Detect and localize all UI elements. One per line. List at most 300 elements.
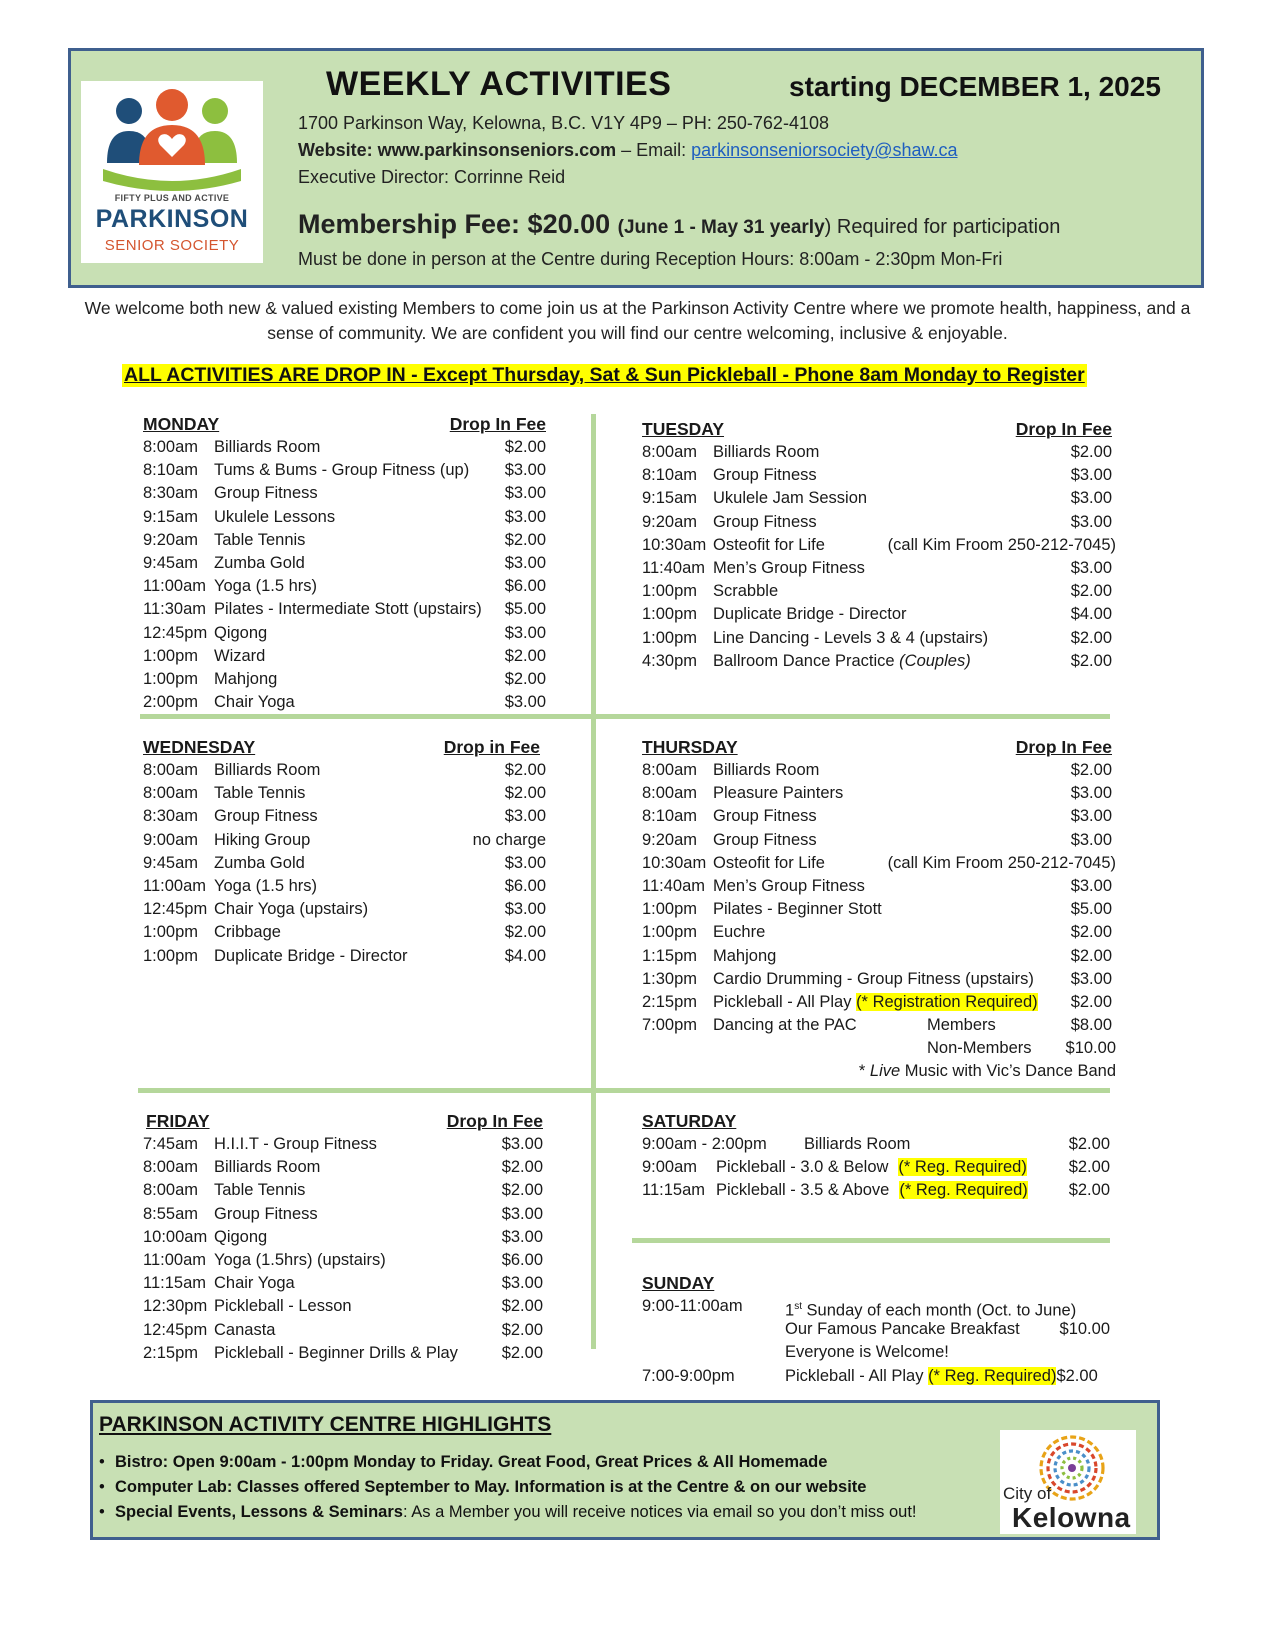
time: 10:30am [642,853,707,872]
day-name: TUESDAY [642,419,725,439]
activity-name: Dancing at the PAC [713,1016,857,1035]
membership-fee: Membership Fee: $20.00 [298,209,618,239]
schedule-row [143,945,546,968]
activity [214,575,317,598]
fee: $6.00 [504,876,546,895]
activity [214,1133,377,1156]
saturday-schedule [642,1110,1114,1203]
activity-name: Chair Yoga (upstairs) [214,900,369,919]
schedule-row [642,603,1116,626]
fee: (call Kim Froom 250-212-7045) [887,853,1116,872]
fee: $3.00 [504,507,546,526]
schedule-row [642,945,1116,968]
fee: $2.00 [504,669,546,688]
activity-name: Zumba Gold [214,553,305,572]
fee: $2.00 [1068,1158,1110,1177]
time: 4:30pm [642,651,698,670]
day-name: SUNDAY [642,1273,715,1293]
activity-name: H.I.I.T - Group Fitness [214,1135,377,1153]
time: 11:40am [642,876,705,895]
activity-name: Pilates - Intermediate Stott (upstairs) [214,600,482,619]
fee: $2.00 [1068,1135,1110,1153]
intro-text: We welcome both new & valued existing Members to come join us at the Parkinson Activity Centre where we promote health, happiness, and a sense of community. We are confident you will find our centre welcoming, inclusive & enjoyable. [84,298,1191,343]
drop-in-banner: ALL ACTIVITIES ARE DROP IN - Except Thursday, Sat & Sun Pickleball - Phone 8am Monday to Register [124,364,1085,386]
time: 7:00-9:00pm [642,1366,735,1385]
activity: Our Famous Pancake Breakfast [785,1320,1020,1339]
fee: no charge [472,830,546,849]
fee: $2.00 [1068,1181,1110,1200]
activity [785,1365,1098,1388]
fee: $2.00 [1070,946,1112,965]
time: 9:15am [143,507,199,526]
schedule-row [642,487,1116,510]
time: 11:15am [642,1181,705,1200]
grid-line-h-right-2 [593,1088,1110,1093]
activity [713,650,971,673]
activity [716,1156,1027,1179]
schedule-row [642,1156,1114,1179]
time: 8:00am [143,438,199,456]
fee: $2.00 [1056,1366,1098,1385]
time: 9:20am [642,830,698,849]
schedule-row [143,1295,543,1318]
activity-name: Osteofit for Life [713,535,825,554]
thursday-footnote [642,1060,1116,1083]
parkinson-logo [81,81,263,263]
schedule-row [642,441,1116,464]
activity-name: Cribbage [214,923,281,942]
activity-name: Pilates - Beginner Stott [713,900,882,919]
fee: $3.00 [1070,876,1112,895]
ordinal-number: 1 [785,1301,795,1320]
city-of-kelowna-logo [1000,1430,1136,1534]
fee: $5.00 [504,600,546,619]
fee: $3.00 [1070,512,1112,531]
highlight-item [99,1503,917,1522]
activity-name: Ukulele Lessons [214,507,336,526]
monday-header [143,413,546,436]
fee: $3.00 [1070,807,1112,826]
membership-period: (June 1 - May 31 yearly [617,217,825,238]
time: 1:00pm [143,923,199,942]
activity-name: Pickleball - 3.5 & Above [716,1181,890,1200]
activity [713,991,1038,1014]
schedule-row [143,529,546,552]
time: 12:45pm [143,623,208,642]
fee: $3.00 [504,900,546,919]
time: 2:15pm [143,1343,199,1362]
schedule-row [642,805,1116,828]
fee: $2.00 [1070,582,1112,601]
website-line [298,140,958,161]
activity-name: Line Dancing - Levels 3 & 4 (upstairs) [713,628,989,647]
activity-name: Billiards Room [214,438,321,456]
activity [214,1295,352,1318]
time: 12:45pm [143,1320,208,1339]
fee: $4.00 [1070,605,1112,624]
activity-name: Pickleball - Beginner Drills & Play [214,1343,458,1362]
fee: $3.00 [504,461,546,480]
activity [713,464,817,487]
time: 8:10am [642,466,698,485]
activity-name: Pickleball - Lesson [214,1297,352,1316]
tuesday-rows [642,441,1116,673]
activity [214,1249,386,1272]
time: 1:00pm [642,628,698,647]
activity-name: Yoga (1.5hrs) (upstairs) [214,1250,386,1269]
time: 8:00am [143,761,199,779]
fee: $3.00 [1070,784,1112,803]
fee: $2.00 [1070,628,1112,647]
tuesday-schedule [642,418,1116,673]
activity [214,1272,295,1295]
saturday-rows [642,1133,1114,1203]
time: 9:45am [143,853,199,872]
time: 1:15pm [642,946,698,965]
day-name: WEDNESDAY [143,737,256,757]
activity [214,1156,320,1179]
page-title: WEEKLY ACTIVITIES [326,65,672,103]
activity-name: Table Tennis [214,1181,306,1200]
activity [214,1226,267,1249]
schedule-row [143,1272,543,1295]
schedule-row [642,759,1116,782]
activity-name: Table Tennis [214,784,306,803]
start-date: starting DECEMBER 1, 2025 [789,71,1161,102]
schedule-row [143,1342,543,1365]
fee: $2.00 [504,530,546,549]
highlight-item [99,1478,866,1497]
schedule-row [642,898,1116,921]
time: 8:55am [143,1204,199,1223]
fee: $3.00 [504,807,546,826]
schedule-row [642,991,1116,1014]
time: 1:00pm [642,900,698,919]
activity [713,557,865,580]
activity [713,759,819,782]
logo-subtitle: SENIOR SOCIETY [104,237,240,254]
fee: $2.00 [1070,992,1112,1011]
activity [214,921,281,944]
bullet-icon: • [99,1503,105,1521]
schedule-row [143,598,546,621]
time: 8:10am [143,461,199,480]
schedule-row [143,1319,543,1342]
day-name: SATURDAY [642,1111,737,1131]
membership-required: Required for participation [831,216,1061,238]
fee: $2.00 [504,438,546,456]
fee: $3.00 [1070,466,1112,485]
ordinal-suffix: st [794,1301,802,1312]
wednesday-rows [143,759,546,968]
fee: $2.00 [501,1320,543,1339]
schedule-row [143,805,546,828]
schedule-row [642,534,1116,557]
membership-period-close: ) [824,216,832,238]
fee: $10.00 [1059,1320,1110,1339]
activity [214,436,320,459]
schedule-row [642,580,1116,603]
sunday-row-4 [642,1365,1114,1388]
activity-name: Canasta [214,1320,276,1339]
fee: $3.00 [501,1135,543,1153]
activity-name: Wizard [214,646,266,665]
time: 9:00am [143,830,199,849]
activity-name: Pleasure Painters [713,784,844,803]
time: 8:00am [642,761,698,779]
time: 11:40am [642,558,705,577]
fee: $2.00 [501,1297,543,1316]
fee: $3.00 [504,853,546,872]
time: 9:15am [642,489,698,508]
activity-name: Qigong [214,623,268,642]
schedule-row [143,898,546,921]
activity-name: Group Fitness [214,484,318,503]
activity-rest: Sunday of each month (Oct. to June) [801,1301,1077,1320]
activity-name: Osteofit for Life [713,853,825,872]
activity [214,529,305,552]
activity [214,782,305,805]
activity-name: Group Fitness [713,807,817,826]
activity-name: Qigong [214,1227,268,1246]
fee: $3.00 [501,1274,543,1293]
tuesday-header [642,418,1116,441]
activity [214,645,265,668]
activity [214,875,317,898]
activity-note: (Couples) [899,651,971,670]
logo-people-icon [103,89,241,193]
thursday-schedule [642,736,1116,1084]
activity [713,487,867,510]
activity-name: Zumba Gold [214,853,305,872]
activity [713,603,907,626]
activity [214,759,320,782]
schedule-row [642,511,1116,534]
sunday-row-3 [642,1341,1114,1364]
activity [214,691,295,714]
activity: Everyone is Welcome! [785,1343,949,1362]
time: 1:00pm [143,946,199,965]
activity-name: Billiards Room [713,761,820,779]
activity [713,511,817,534]
schedule-row [642,968,1116,991]
day-name: FRIDAY [146,1111,210,1131]
footnote-prefix: * [858,1062,870,1081]
activity-name: Billiards Room [214,1158,321,1177]
time: 1:00pm [143,646,199,665]
schedule-row [143,506,546,529]
schedule-row [143,459,546,482]
time: 12:45pm [143,900,208,919]
fee: $6.00 [501,1250,543,1269]
activity [214,1342,458,1365]
email-link[interactable]: parkinsonseniorsociety@shaw.ca [691,140,958,160]
activity [214,805,318,828]
activity [214,668,277,691]
activity-name: Group Fitness [713,830,817,849]
activity [713,898,882,921]
time: 11:00am [143,577,206,596]
time: 8:00am [642,443,698,461]
fee: $2.00 [504,923,546,942]
sunday-schedule [642,1272,1114,1388]
activity-name: Group Fitness [713,512,817,531]
day-name: THURSDAY [642,737,738,757]
schedule-row [143,852,546,875]
time: 12:30pm [143,1297,208,1316]
time: 8:30am [143,807,199,826]
fee: $10.00 [1065,1039,1116,1058]
activity-name: Hiking Group [214,830,311,849]
activity-name: Ballroom Dance Practice [713,651,900,670]
activity [713,805,817,828]
time: 7:45am [143,1135,199,1153]
activity [214,598,482,621]
schedule-row [642,627,1116,650]
thursday-header [642,736,1116,759]
schedule-row [143,1226,543,1249]
schedule-row [143,1156,543,1179]
activity-name: Men’s Group Fitness [713,876,865,895]
fee-header: Drop In Fee [1015,737,1112,757]
time: 2:15pm [642,992,698,1011]
time: 8:00am [143,1158,199,1177]
fee: $2.00 [504,784,546,803]
activity-name: Chair Yoga [214,693,295,712]
fee: $3.00 [504,693,546,712]
activity [214,945,408,968]
website-label: Website: www.parkinsonseniors.com [298,140,617,160]
logo-tagline: FIFTY PLUS AND ACTIVE [114,193,230,203]
schedule-row [143,1203,543,1226]
activity-name: Billiards Room [214,761,321,779]
footnote-rest: Music with Vic’s Dance Band [900,1062,1116,1081]
fee: $6.00 [504,577,546,596]
schedule-row [642,829,1116,852]
schedule-row [143,668,546,691]
fee: $2.00 [504,761,546,779]
grid-line-vertical [591,414,596,1349]
activity [713,968,1034,991]
grid-line-h-left-2 [138,1088,593,1093]
activity [713,441,819,464]
saturday-header [642,1110,1114,1133]
time: 9:20am [143,530,199,549]
activity-name: Scrabble [713,582,779,601]
fee: $3.00 [1070,830,1112,849]
activity [716,1179,1028,1202]
activity-name: Chair Yoga [214,1274,295,1293]
fee: $3.00 [504,623,546,642]
activity-name: Euchre [713,923,766,942]
registration-note: (* Reg. Required) [899,1181,1028,1200]
activity [214,829,310,852]
sunday-header [642,1272,1114,1295]
fee: $2.00 [1070,443,1112,461]
time: 1:00pm [143,669,199,688]
activity [214,1319,275,1342]
time: 9:20am [642,512,698,531]
fee: $3.00 [1070,558,1112,577]
activity-name: Men’s Group Fitness [713,558,865,577]
activity-name: Group Fitness [713,466,817,485]
activity [713,945,776,968]
fee: $3.00 [1070,969,1112,988]
time: 8:10am [642,807,698,826]
membership-line [298,209,1060,240]
schedule-row [642,1133,1114,1156]
registration-note: (* Reg. Required) [898,1158,1027,1177]
activity [713,580,778,603]
time: 11:00am [143,876,206,895]
director-line: Executive Director: Corrinne Reid [298,167,566,187]
activity [214,459,469,482]
grid-line-h-left-1 [140,714,593,719]
schedule-row [143,645,546,668]
activity [713,875,865,898]
grid-line-h-saturday [632,1238,1110,1243]
activity-name: Group Fitness [214,807,318,826]
schedule-row [143,575,546,598]
time: 9:00am - 2:00pm [642,1135,767,1153]
schedule-row [143,691,546,714]
time: 8:00am [642,784,698,803]
activity [214,552,305,575]
footnote-italic: Live [869,1062,901,1081]
activity-name: Mahjong [713,946,777,965]
fee: $8.00 [1070,1016,1112,1035]
time: 2:00pm [143,693,199,712]
wednesday-schedule [143,736,546,968]
schedule-row [642,1037,1116,1060]
time: 1:00pm [642,923,698,942]
schedule-row [143,482,546,505]
activity-name: Duplicate Bridge - Director [713,605,907,624]
registration-note: (* Registration Required) [856,992,1038,1011]
fee: $2.00 [501,1343,543,1362]
time: 8:00am [143,784,199,803]
kelowna-name: Kelowna [1012,1502,1131,1533]
time: 10:00am [143,1227,208,1246]
schedule-row [143,622,546,645]
bullet-icon: • [99,1453,105,1471]
schedule-row [642,464,1116,487]
schedule-row [143,875,546,898]
activity-name: Pickleball - 3.0 & Below [716,1158,889,1177]
activity [713,829,817,852]
address-line: 1700 Parkinson Way, Kelowna, B.C. V1Y 4P9 – PH: 250-762-4108 [298,113,829,133]
schedule-row [642,782,1116,805]
fee: $2.00 [1070,651,1112,670]
fee: $2.00 [1070,923,1112,942]
time: 8:30am [143,484,199,503]
monday-rows [143,436,546,714]
wednesday-header [143,736,546,759]
sunday-row-1 [642,1295,1114,1318]
activity-name: Billiards Room [713,443,820,461]
activity-name: Group Fitness [214,1204,318,1223]
ticket-type: Members [927,1016,996,1035]
activity-name: Yoga (1.5 hrs) [214,577,318,596]
time: 9:00am [642,1158,698,1177]
fee: $3.00 [1070,489,1112,508]
fee: $5.00 [1070,900,1112,919]
email-label: – Email: [616,140,692,160]
time: 10:30am [642,535,707,554]
time: 9:45am [143,553,199,572]
schedule-row [642,875,1116,898]
fee-header: Drop In Fee [446,1111,543,1131]
